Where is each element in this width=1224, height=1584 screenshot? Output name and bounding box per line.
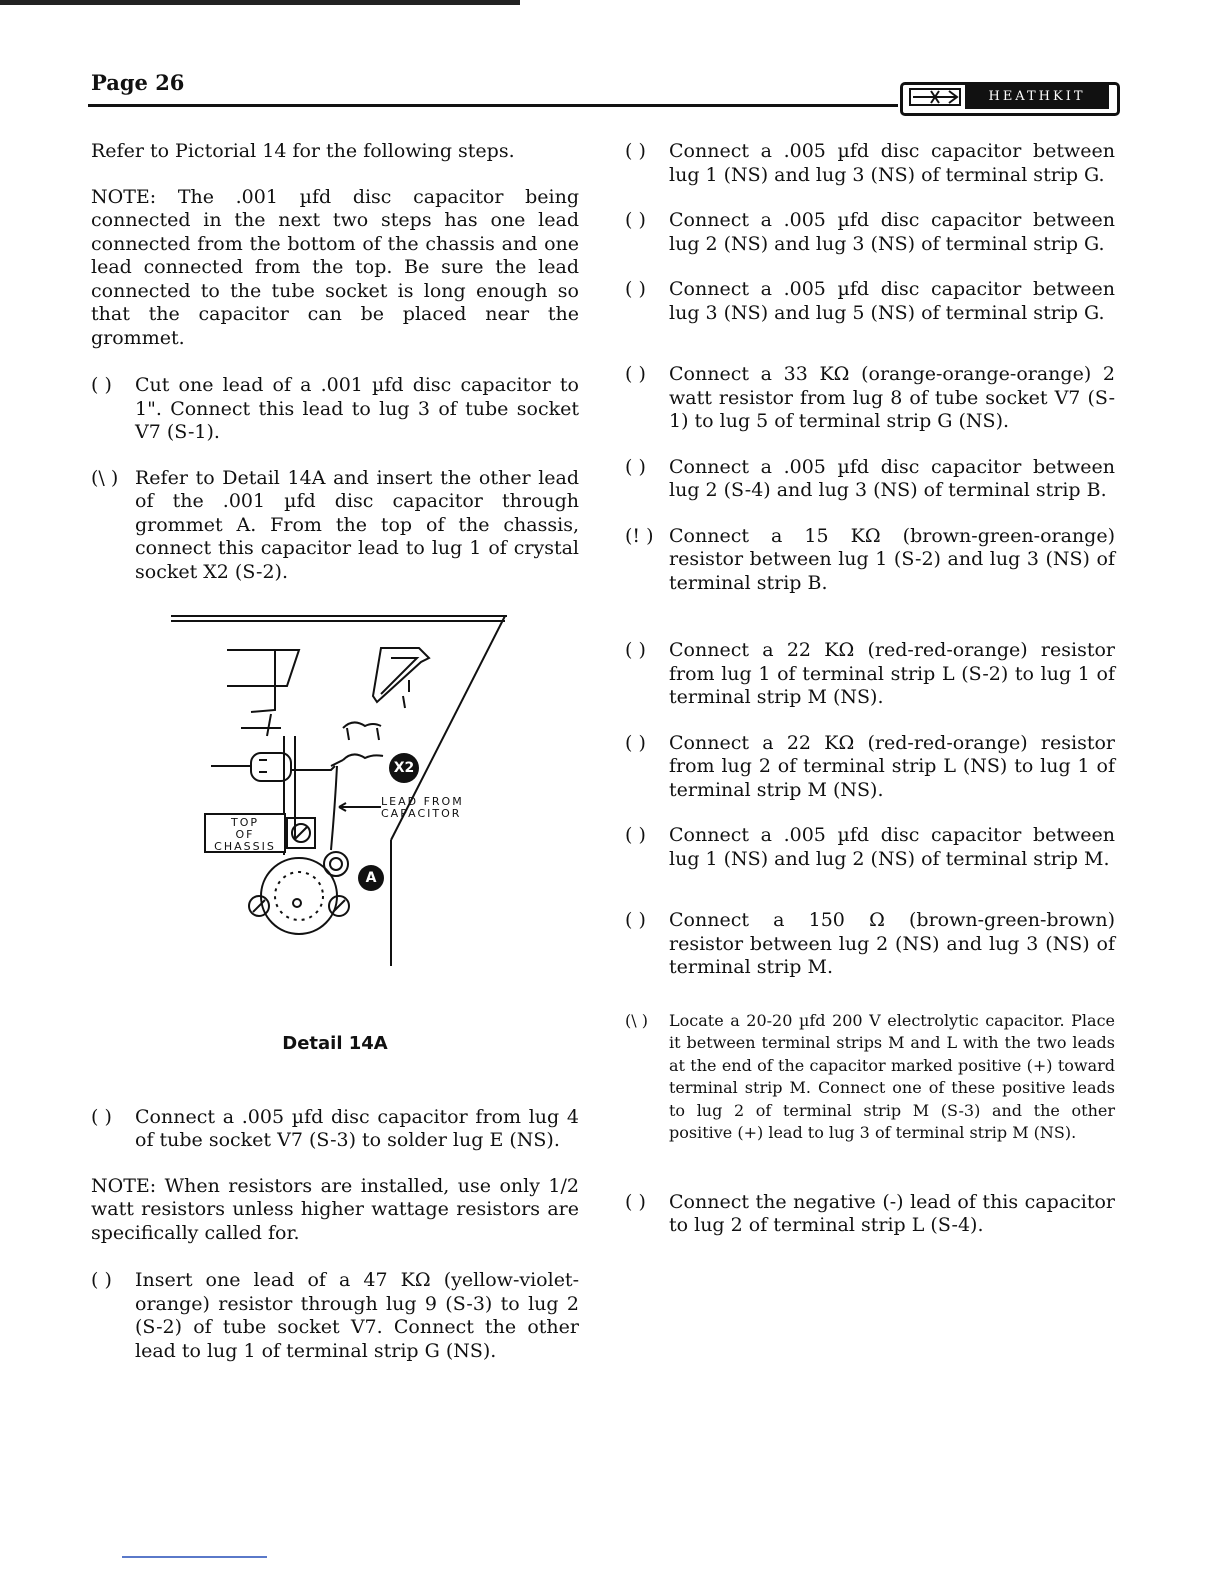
step-item	[625, 278, 1115, 325]
figure-caption: Detail 14A	[282, 1033, 388, 1054]
step-item	[91, 1269, 579, 1363]
step-text: Insert one lead of a 47 KΩ (yellow-violet-orange) resistor through lug 9 (S-3) to lug 2 (S-2) of tube socket V7. Connect the other lead to lug 1 of terminal strip G (NS).	[135, 1269, 579, 1362]
chassis-drawing	[91, 610, 579, 1000]
step-text: Connect a 15 KΩ (brown-green-orange) resistor between lug 1 (S-2) and lug 3 (NS) of terminal strip B.	[669, 524, 1115, 594]
note-resistors: NOTE: When resistors are installed, use only 1/2 watt resistors unless higher wattage resistors are specifically called for.	[91, 1174, 579, 1244]
page-number: Page 26	[91, 70, 185, 95]
step-text: Connect the negative (-) lead of this capacitor to lug 2 of terminal strip L (S-4).	[669, 1190, 1115, 1236]
step-text: Connect a .005 µfd disc capacitor between lug 1 (NS) and lug 3 (NS) of terminal strip G.	[669, 140, 1115, 186]
header-rule	[88, 104, 898, 107]
checkbox[interactable]: ( )	[625, 140, 646, 162]
step-item	[625, 525, 1115, 596]
step-item	[91, 374, 579, 445]
checkbox[interactable]: ( )	[625, 455, 646, 478]
checkbox[interactable]: ( )	[625, 639, 646, 661]
step-item	[91, 1106, 579, 1153]
step-text: Refer to Detail 14A and insert the other lead of the .001 µfd disc capacitor through grommet A. From the top of the chassis, connect this capacitor lead to lug 1 of crystal socket X2 (S-2).	[135, 466, 579, 583]
brand-name: HEATHKIT	[965, 85, 1109, 109]
step-text: Connect a 22 KΩ (red-red-orange) resistor from lug 1 of terminal strip L (S-2) to lug 1 of terminal strip M (NS).	[669, 639, 1115, 708]
step-item	[91, 467, 579, 585]
checkbox[interactable]: ( )	[625, 209, 646, 231]
checkbox[interactable]: (\ )	[625, 1010, 648, 1030]
arrow-logo-icon	[909, 88, 961, 106]
step-item	[625, 732, 1115, 803]
step-text: Connect a .005 µfd disc capacitor between lug 2 (NS) and lug 3 (NS) of terminal strip G.	[669, 209, 1115, 255]
x2-marker: X2	[389, 753, 419, 783]
step-item	[625, 363, 1115, 434]
step-text: Connect a .005 µfd disc capacitor from lug 4 of tube socket V7 (S-3) to solder lug E (NS).	[135, 1105, 579, 1151]
step-item	[625, 140, 1115, 187]
step-item	[625, 1010, 1115, 1145]
step-item	[625, 1191, 1115, 1238]
note-capacitor: NOTE: The .001 µfd disc capacitor being connected in the next two steps has one lead connected from the bottom of the chassis and one lead connected from the top. Be sure the lead connected to the tube socket is long enough so that the capacitor can be placed near the grommet.	[91, 185, 579, 349]
step-text: Connect a .005 µfd disc capacitor between lug 2 (S-4) and lug 3 (NS) of terminal strip B.	[669, 455, 1115, 501]
step-text: Connect a 22 KΩ (red-red-orange) resistor from lug 2 of terminal strip L (NS) to lug 1 of terminal strip M (NS).	[669, 731, 1115, 801]
checkbox[interactable]: ( )	[625, 363, 646, 385]
step-text: Connect a 33 KΩ (orange-orange-orange) 2 watt resistor from lug 8 of tube socket V7 (S-1) to lug 5 of terminal strip G (NS).	[669, 363, 1115, 432]
top-of-chassis-label: TOP OF CHASSIS	[204, 813, 286, 853]
right-column	[625, 140, 1115, 1238]
step-text: Connect a .005 µfd disc capacitor between lug 1 (NS) and lug 2 (NS) of terminal strip M.	[669, 824, 1115, 870]
checkbox[interactable]: ( )	[91, 1269, 112, 1291]
bottom-scan-line	[122, 1556, 267, 1558]
step-text: Connect a 150 Ω (brown-green-brown) resistor between lug 2 (NS) and lug 3 (NS) of terminal strip M.	[669, 909, 1115, 978]
checkbox[interactable]: ( )	[625, 278, 646, 300]
lead-from-capacitor-label: LEAD FROM CAPACITOR	[381, 795, 464, 820]
step-item	[625, 824, 1115, 871]
checkbox[interactable]: (\ )	[91, 466, 119, 489]
heathkit-logo	[900, 82, 1120, 116]
step-item	[625, 909, 1115, 980]
checkbox[interactable]: (! )	[625, 524, 654, 547]
step-text: Cut one lead of a .001 µfd disc capacitor to 1". Connect this lead to lug 3 of tube socket V7 (S-1).	[135, 374, 579, 443]
step-item	[625, 209, 1115, 256]
step-text: Locate a 20-20 µfd 200 V electrolytic capacitor. Place it between terminal strips M and L with the two leads at the end of the capacitor marked positive (+) toward terminal strip M. Connect one of these positive leads to lug 2 of terminal strip M (S-3) and the other positive (+) lead to lug 3 of terminal strip M (NS).	[669, 1010, 1115, 1142]
page-top-rule	[0, 0, 520, 5]
step-item	[625, 456, 1115, 503]
left-column	[91, 140, 579, 1363]
grommet-a-marker: A	[358, 865, 384, 891]
checkbox[interactable]: ( )	[625, 731, 646, 754]
detail-14a-figure	[91, 610, 579, 1000]
step-text: Connect a .005 µfd disc capacitor between lug 3 (NS) and lug 5 (NS) of terminal strip G.	[669, 278, 1115, 324]
checkbox[interactable]: ( )	[91, 374, 112, 396]
checkbox[interactable]: ( )	[625, 909, 646, 931]
checkbox[interactable]: ( )	[91, 1105, 112, 1128]
step-item	[625, 639, 1115, 710]
checkbox[interactable]: ( )	[625, 824, 646, 846]
checkbox[interactable]: ( )	[625, 1190, 646, 1213]
intro-text: Refer to Pictorial 14 for the following steps.	[91, 140, 515, 162]
